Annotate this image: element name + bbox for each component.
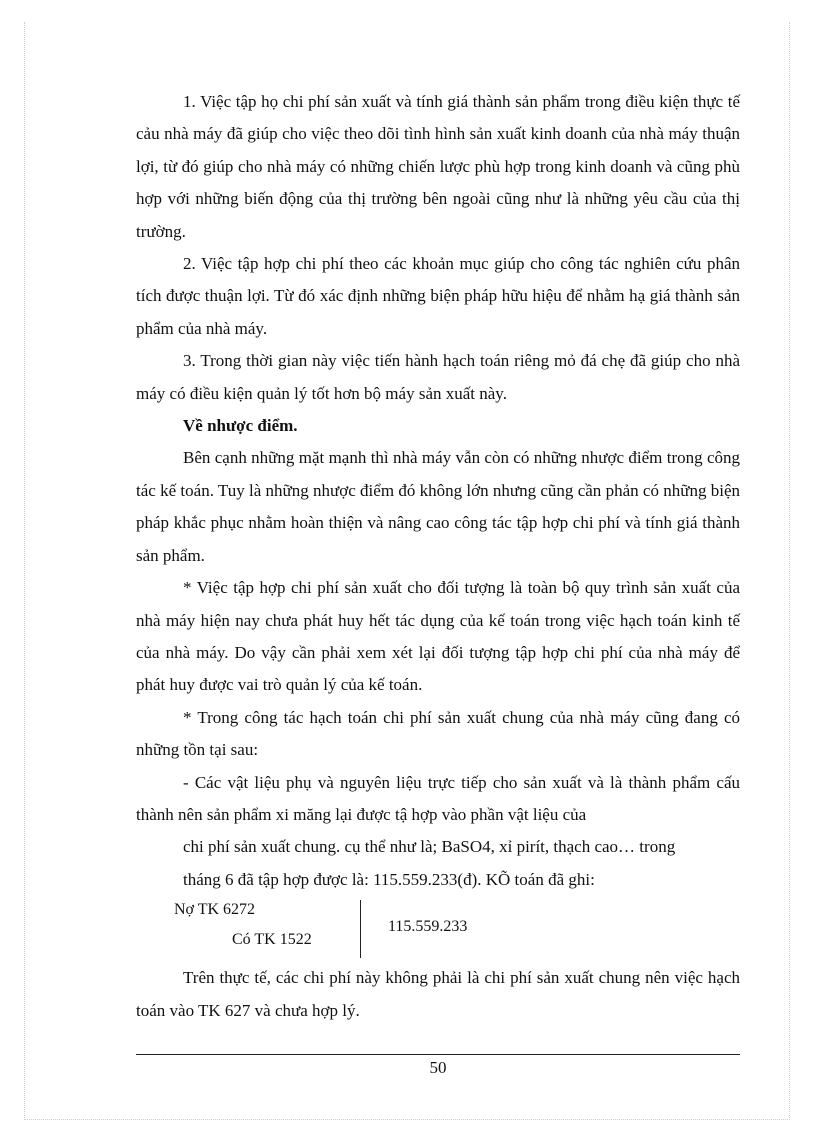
journal-debit: Nợ TK 6272	[174, 901, 256, 919]
journal-entry	[136, 896, 740, 962]
paragraph-4: Bên cạnh những mặt mạnh thì nhà máy vẫn còn có những nhược điểm trong công tác kế toán. Tuy là những nhược điểm đó không lớn nhưng cũng cần phản có những biện pháp khắc phục nhằm hoàn thiện và nâng cao công tác tập hợp chi phí và tính giá thành sản phẩm.	[136, 448, 740, 565]
journal-divider	[360, 900, 361, 958]
section-heading: Về nhược điểm.	[183, 416, 298, 436]
journal-amount: 115.559.233	[388, 918, 468, 936]
paragraph-5: * Việc tập hợp chi phí sản xuất cho đối tượng là toàn bộ quy trình sản xuất của nhà máy hiện nay chưa phát huy hết tác dụng của kế toán trong việc hạch toán kinh tế của nhà máy. Do vậy cần phải xem xét lại đối tượng tập hợp chi phí của nhà máy để phát huy được vai trò quản lý của kế toán.	[136, 578, 740, 695]
paragraph-7: - Các vật liệu phụ và nguyên liệu trực tiếp cho sản xuất và là thành phẩm cấu thành nên sản phẩm xi măng lại được tậ hợp vào phần vật liệu của	[136, 772, 740, 824]
journal-credit: Có TK 1522	[232, 931, 312, 949]
footer-divider	[136, 1054, 740, 1055]
page-number: 50	[429, 1058, 447, 1077]
paragraph-8-line-2: tháng 6 đã tập hợp được là: 115.559.233(đ). KÕ toán đã ghi:	[183, 869, 595, 889]
paragraph-8-line-1: chi phí sản xuất chung. cụ thể như là; BaSO4, xỉ pirít, thạch cao… trong	[183, 837, 676, 857]
paragraph-6: * Trong công tác hạch toán chi phí sản xuất chung của nhà máy cũng đang có những tồn tại sau:	[136, 707, 740, 760]
paragraph-1: 1. Việc tập họ chi phí sản xuất và tính giá thành sản phẩm trong điều kiện thực tế cảu nhà máy đã giúp cho việc theo dõi tình hình sản xuất kinh doanh của nhà máy thuận lợi, từ đó giúp cho nhà máy có những chiến lược phù hợp trong kinh doanh và cũng phù hợp với những biến động của thị trường bên ngoài cũng như là những yêu cầu của thị trường.	[136, 92, 740, 241]
paragraph-3: 3. Trong thời gian này việc tiến hành hạch toán riêng mỏ đá chẹ đã giúp cho nhà máy có điều kiện quản lý tốt hơn bộ máy sản xuất này.	[136, 351, 740, 403]
paragraph-2: 2. Việc tập hợp chi phí theo các khoản mục giúp cho công tác nghiên cứu phân tích được thuận lợi. Từ đó xác định những biện pháp hữu hiệu để nhằm hạ giá thành sản phẩm của nhà máy.	[136, 254, 740, 338]
paragraph-9: Trên thực tế, các chi phí này không phải là chi phí sản xuất chung nên việc hạch toán vào TK 627 và chưa hợp lý.	[136, 968, 740, 1020]
document-body	[136, 86, 740, 1027]
